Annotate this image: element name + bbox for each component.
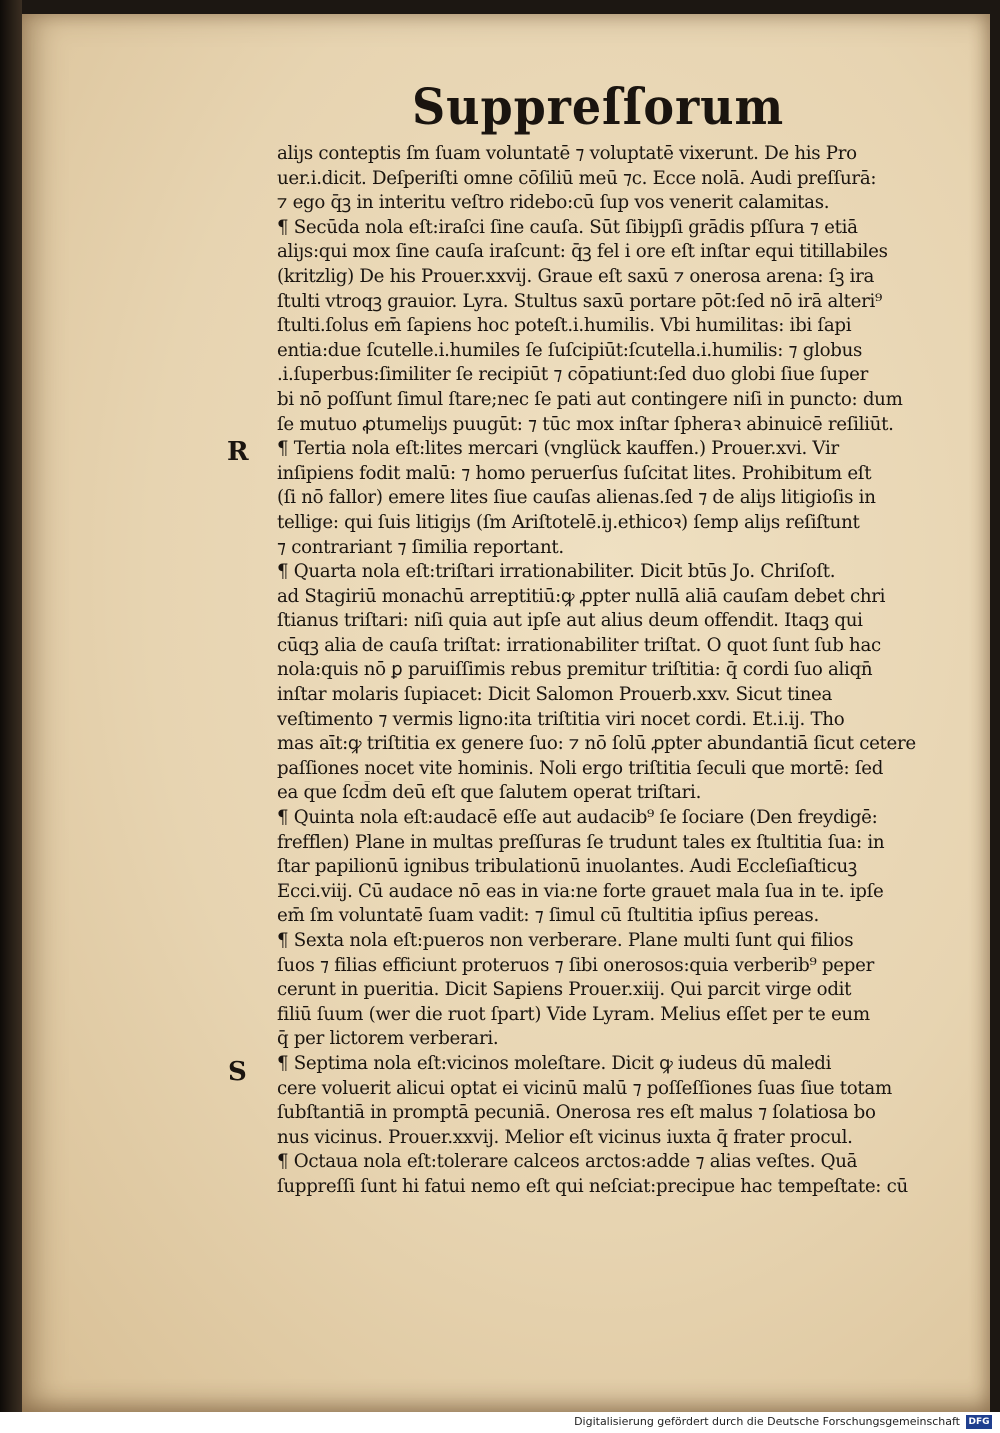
book-spine bbox=[0, 0, 22, 1412]
text-line: cere voluerit alicui optat ei vicinū malū ⁊ poſſeſſiones ſuas ſiue totam bbox=[277, 1077, 892, 1099]
text-line: entia:due ſcutelle.i.humiles ſe ſuſcipiūt:ſcutella.i.humilis: ⁊ globus bbox=[277, 339, 863, 361]
text-line: ad Stagiriū monachū arreptitiū:ꝙ ꝓpter nullā aliā cauſam debet chri bbox=[277, 585, 886, 607]
margin-letter-s: S bbox=[228, 1057, 247, 1087]
text-line: ¶ Septima nola eſt:vicinos moleſtare. Dicit ꝙ iudeus dū maledi bbox=[277, 1052, 832, 1074]
text-line: nus vicinus. Prouer.xxvij. Melior eſt vicinus iuxta q̄ frater procul. bbox=[277, 1126, 853, 1148]
text-line: ¶ Tertia nola eſt:lites mercari (vnglück kauffen.) Prouer.xvi. Vir bbox=[277, 438, 839, 460]
text-line: ſtulti vtroqꝫ grauior. Lyra. Stultus saxū portare pōt:ſed nō irā alteri⁹ bbox=[277, 290, 882, 312]
text-line: (kritzlig) De his Prouer.xxvij. Graue eſt saxū ⁊ onerosa arena: ſꝫ ira bbox=[277, 265, 875, 287]
text-line: ¶ Quarta nola eſt:triſtari irrationabiliter. Dicit btūs Jo. Chriſoſt. bbox=[277, 561, 836, 583]
text-line: filiū ſuum (wer die ruot ſpart) Vide Lyram. Melius eſſet per te eum bbox=[277, 1003, 870, 1025]
text-line: ſubſtantiā in promptā pecuniā. Onerosa res eſt malus ⁊ ſolatiosa bo bbox=[277, 1102, 876, 1124]
text-line: .i.ſuperbus:ſimiliter ſe recipiūt ⁊ cōpatiunt:ſed duo globi ſiue ſuper bbox=[277, 364, 868, 386]
text-line: ⁊ ego q̄ꝫ in interitu veſtro ridebo:cū ſup vos venerit calamitas. bbox=[277, 192, 830, 214]
text-line: ¶ Quinta nola eſt:audacē eſſe aut audacib⁹ ſe ſociare (Den freydigē: bbox=[277, 807, 878, 829]
text-line: tellige: qui ſuis litigiȷs (ſm Ariſtotelē.iȷ.ethicoꝛ) ſemp aliȷs reſiſtunt bbox=[277, 511, 860, 533]
text-line: ſtar papilionū ignibus tribulationū inuolantes. Audi Eccleſiaſticuꝫ bbox=[277, 856, 857, 878]
text-line: ¶ Sexta nola eſt:pueros non verberare. Plane multi ſunt qui filios bbox=[277, 930, 854, 951]
text-line: ſtulti.ſolus em̄ ſapiens hoc poteſt.i.humilis. Vbi humilitas: ibi ſapi bbox=[277, 315, 852, 337]
text-line: nola:quis nō ꝑ paruiſſimis rebus premitur triſtitia: q̄ cordi ſuo aliqn̄ bbox=[277, 659, 873, 681]
text-line: (ſi nō fallor) emere lites ſiue cauſas alienas.ſed ⁊ de aliȷs litigioſis in bbox=[277, 487, 876, 509]
text-line: bi nō poſſunt ſimul ſtare;nec ſe pati aut contingere niſi in puncto: dum bbox=[277, 388, 903, 410]
text-line: uer.i.dicit. Deſperiſti omne cōſiliū meū ⁊c. Ecce nolā. Audi preſſurā: bbox=[277, 167, 877, 189]
text-line: paſſiones nocet vite hominis. Noli ergo triſtitia ſeculi que mortē: ſed bbox=[277, 757, 884, 779]
text-line: Ecci.viij. Cū audace nō eas in via:ne forte grauet mala ſua in te. ipſe bbox=[277, 880, 884, 902]
text-line: ſtianus triſtari: niſi quia aut ipſe aut alius deum offendit. Itaqꝫ qui bbox=[277, 610, 863, 632]
text-line: em̄ ſm voluntatē ſuam vadit: ⁊ ſimul cū ſtultitia ipſius pereas. bbox=[277, 905, 819, 927]
text-line: inſtar molaris ſupiacet: Dicit Salomon Prouerb.xxv. Sicut tinea bbox=[277, 684, 833, 706]
text-line: ſe mutuo ꝓtumeliȷs puugūt: ⁊ tūc mox inſtar ſpheraꝛ abinuicē reſiliūt. bbox=[277, 413, 894, 435]
text-line: cerunt in pueritia. Dicit Sapiens Prouer.xiij. Qui parcit virge odit bbox=[277, 979, 852, 1001]
text-line: q̄ per lictorem verberari. bbox=[277, 1028, 499, 1050]
text-line: ⁊ contrariant ⁊ ſimilia reportant. bbox=[277, 536, 564, 558]
page-title: Suppreſſorum bbox=[412, 77, 785, 136]
text-line: ſuos ⁊ filias efficiunt proteruos ⁊ ſibi onerosos:quia verberib⁹ peper bbox=[277, 954, 874, 976]
text-line: ¶ Octaua nola eſt:tolerare calceos arctos:adde ⁊ alias veſtes. Quā bbox=[277, 1151, 858, 1173]
text-line: cūqꝫ alia de cauſa triſtat: irrationabiliter triſtat. O quot ſunt ſub hac bbox=[277, 634, 881, 656]
text-line: ea que ſcd̄m deū eſt que ſalutem operat triſtari. bbox=[277, 782, 702, 804]
text-line: frefflen) Plane in multas preſſuras ſe trudunt tales ex ſtultitia ſua: in bbox=[277, 831, 885, 853]
text-line: veſtimento ⁊ vermis ligno:ita triſtitia viri nocet cordi. Et.i.ij. Tho bbox=[277, 708, 845, 730]
margin-letter-r: R bbox=[227, 437, 249, 467]
text-block bbox=[277, 142, 989, 1200]
text-line: ſuppreſſi ſunt hi fatui nemo eſt qui neſciat:precipue hac tempeſtate: cū bbox=[277, 1175, 908, 1197]
text-line: aliȷs:qui mox ſine cauſa iraſcunt: q̄ꝫ fel i ore eſt inſtar equi titillabiles bbox=[277, 241, 888, 263]
text-line: inſipiens fodit malū: ⁊ homo peruerſus ſuſcitat lites. Prohibitum eſt bbox=[277, 462, 872, 484]
text-line: mas aīt:ꝙ triſtitia ex genere ſuo: ⁊ nō ſolū ꝓpter abundantiā ſicut cetere bbox=[277, 733, 916, 755]
dfg-logo-icon: DFG bbox=[966, 1415, 992, 1429]
text-line: ¶ Secūda nola eſt:iraſci ſine cauſa. Sūt ſibiȷpſi grādis pſſura ⁊ etiā bbox=[277, 216, 858, 238]
footer-credit: Digitalisierung gefördert durch die Deutsche Forschungsgemeinschaft bbox=[574, 1415, 960, 1428]
footer-bar bbox=[0, 1412, 1000, 1433]
book-page bbox=[22, 14, 990, 1412]
text-line: aliȷs conteptis ſm ſuam voluntatē ⁊ voluptatē vixerunt. De his Pro bbox=[277, 143, 857, 164]
